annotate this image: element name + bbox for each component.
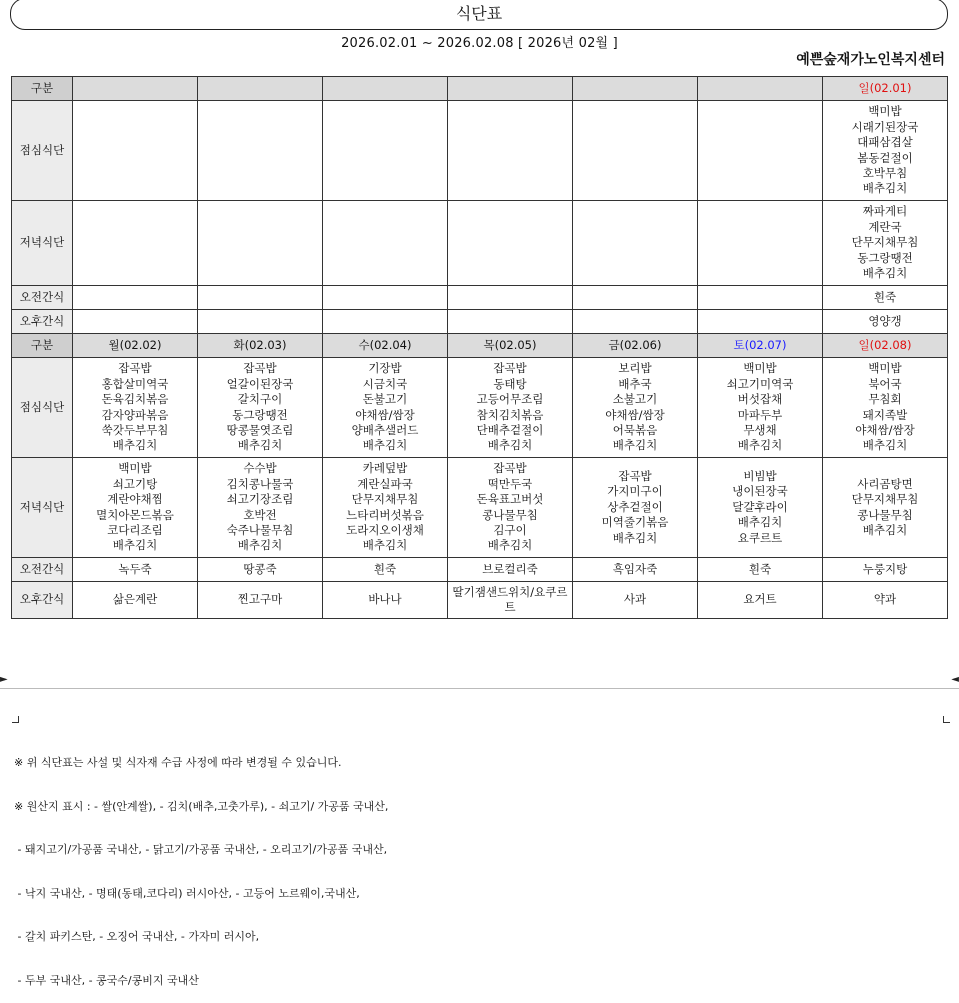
- snack-cell: 찐고구마: [198, 582, 323, 619]
- menu-item: 돈불고기: [362, 392, 408, 407]
- snack-cell: [323, 286, 448, 310]
- snack-cell: 영양갱: [823, 310, 948, 334]
- snack-cell: 땅콩죽: [198, 558, 323, 582]
- menu-item: 호박전: [243, 507, 277, 522]
- menu-item: 배추김치: [612, 438, 658, 453]
- day-header: 월(02.02): [73, 334, 198, 358]
- day-header: [698, 77, 823, 101]
- page-corner-mark: [12, 716, 19, 723]
- snack-cell: [198, 286, 323, 310]
- menu-item: 동그랑땡전: [232, 407, 288, 422]
- snack-cell: 딸기잼샌드위치/요쿠르트: [448, 582, 573, 619]
- day-header: 금(02.06): [573, 334, 698, 358]
- organization-name: 예쁜숲재가노인복지센터: [796, 52, 945, 68]
- menu-item: 배추김치: [487, 438, 533, 453]
- menu-item: 단무지채무침: [851, 492, 919, 507]
- menu-item: 야채쌈/쌈장: [605, 407, 665, 422]
- menu-item: 기장밥: [368, 361, 402, 376]
- menu-item: 수수밥: [243, 461, 277, 476]
- snack-cell: 삶은계란: [73, 582, 198, 619]
- menu-item: 배추국: [618, 376, 652, 391]
- menu-item: 잡곡밥: [618, 468, 652, 483]
- meal-cell: [448, 101, 573, 201]
- note-line: ※ 원산지 표시 : - 쌀(안계쌀), - 김치(배추,고춧가루), - 쇠고기/ 가공품 국내산,: [14, 799, 389, 813]
- meal-cell: [73, 358, 198, 458]
- snack-cell: [448, 310, 573, 334]
- meal-cell: [573, 101, 698, 201]
- note-line: - 낙지 국내산, - 명태(동태,코다리) 러시아산, - 고등어 노르웨이,국내산,: [14, 886, 360, 900]
- row-label: 점심식단: [12, 101, 73, 201]
- menu-item: 배추김치: [862, 522, 908, 537]
- week1-day-header-row: [12, 77, 948, 101]
- menu-item: 배추김치: [862, 266, 908, 281]
- menu-item: 콩나물무침: [482, 507, 538, 522]
- menu-item: 계란야채찜: [107, 492, 163, 507]
- menu-item: 동태탕: [493, 376, 527, 391]
- meal-cell: [448, 358, 573, 458]
- snack-cell: [448, 286, 573, 310]
- menu-item: 잡곡밥: [493, 361, 527, 376]
- menu-item: 가지미구이: [607, 484, 663, 499]
- snack-cell: 흰죽: [698, 558, 823, 582]
- meal-cell: [198, 101, 323, 201]
- week2-lunch-row: [12, 358, 948, 458]
- menu-item: 계란국: [868, 219, 902, 234]
- meal-cell: [823, 101, 948, 201]
- row-label: 오후간식: [12, 310, 73, 334]
- week2-am-snack-row: [12, 558, 948, 582]
- menu-item: 느타리버섯볶음: [346, 507, 424, 522]
- meal-cell: [73, 458, 198, 558]
- row-label: 오전간식: [12, 558, 73, 582]
- meal-cell: [698, 201, 823, 286]
- menu-item: 야채쌈/쌈장: [855, 422, 915, 437]
- left-arrow-icon: ►: [0, 674, 8, 685]
- day-header: 일(02.01): [823, 77, 948, 101]
- menu-item: 잡곡밥: [118, 361, 152, 376]
- menu-item: 시금치국: [362, 376, 408, 391]
- row-label: 오후간식: [12, 582, 73, 619]
- menu-item: 코다리조림: [107, 522, 163, 537]
- day-header: [198, 77, 323, 101]
- snack-cell: [698, 286, 823, 310]
- menu-item: 백미밥: [868, 104, 902, 119]
- row-label: 점심식단: [12, 358, 73, 458]
- menu-item: 돈육표고버섯: [476, 492, 544, 507]
- menu-item: 감자양파볶음: [101, 407, 169, 422]
- menu-item: 도라지오이생채: [346, 522, 424, 537]
- menu-item: 백미밥: [743, 361, 777, 376]
- menu-item: 봄동겉절이: [857, 150, 913, 165]
- menu-item: 배추김치: [862, 438, 908, 453]
- menu-item: 배추김치: [112, 538, 158, 553]
- week1-am-snack-row: [12, 286, 948, 310]
- title-banner: [10, 0, 948, 30]
- menu-item: 무침회: [868, 392, 902, 407]
- snack-cell: [573, 286, 698, 310]
- page-divider: [0, 688, 959, 689]
- day-header: [573, 77, 698, 101]
- note-line: - 두부 국내산, - 콩국수/콩비지 국내산: [14, 973, 199, 987]
- snack-cell: [73, 286, 198, 310]
- note-line: - 돼지고기/가공품 국내산, - 닭고기/가공품 국내산, - 오리고기/가공품 국내산,: [14, 843, 388, 856]
- menu-item: 숙주나물무침: [226, 522, 294, 537]
- menu-item: 단무지채무침: [851, 235, 919, 250]
- meal-cell: [198, 358, 323, 458]
- menu-item: 콩나물무침: [857, 507, 913, 522]
- week1-pm-snack-row: [12, 310, 948, 334]
- week2-day-header-row: [12, 334, 948, 358]
- menu-item: 배추김치: [487, 538, 533, 553]
- meal-cell: [448, 201, 573, 286]
- row-label: 구분: [12, 77, 73, 101]
- menu-item: 시래기된장국: [851, 119, 919, 134]
- menu-item: 대패삼겹살: [857, 135, 913, 150]
- menu-item: 배추김치: [362, 438, 408, 453]
- note-line: - 갈치 파키스탄, - 오징어 국내산, - 가자미 러시아,: [14, 930, 260, 943]
- day-header: 토(02.07): [698, 334, 823, 358]
- snack-cell: 약과: [823, 582, 948, 619]
- row-label: 저녁식단: [12, 201, 73, 286]
- menu-item: 양배추샐러드: [351, 422, 419, 437]
- snack-cell: 사과: [573, 582, 698, 619]
- menu-table: [11, 76, 948, 619]
- menu-item: 배추김치: [237, 438, 283, 453]
- day-header: [323, 77, 448, 101]
- menu-item: 단무지채무침: [351, 492, 419, 507]
- menu-item: 배추김치: [237, 538, 283, 553]
- menu-item: 무생채: [743, 422, 777, 437]
- meal-cell: [573, 201, 698, 286]
- menu-item: 북어국: [868, 376, 902, 391]
- day-header: [73, 77, 198, 101]
- meal-cell: [698, 358, 823, 458]
- menu-item: 마파두부: [737, 407, 783, 422]
- day-header: [448, 77, 573, 101]
- menu-item: 배추김치: [737, 438, 783, 453]
- meal-cell: [573, 358, 698, 458]
- meal-cell: [698, 101, 823, 201]
- meal-cell: [323, 201, 448, 286]
- row-label: 오전간식: [12, 286, 73, 310]
- snack-cell: 흑임자죽: [573, 558, 698, 582]
- menu-item: 백미밥: [118, 461, 152, 476]
- meal-cell: [323, 458, 448, 558]
- day-header: 화(02.03): [198, 334, 323, 358]
- snack-cell: [323, 310, 448, 334]
- right-arrow-icon: ◄: [951, 674, 959, 685]
- menu-item: 보리밥: [618, 361, 652, 376]
- note-line: ※ 위 식단표는 사설 및 식자재 수급 사정에 따라 변경될 수 있습니다.: [14, 756, 342, 769]
- meal-cell: [323, 358, 448, 458]
- snack-cell: [573, 310, 698, 334]
- menu-item: 배추김치: [862, 181, 908, 196]
- menu-item: 짜파게티: [862, 204, 908, 219]
- page-corner-mark: [943, 716, 950, 723]
- menu-item: 미역줄기볶음: [601, 515, 669, 530]
- menu-item: 돈육김치볶음: [101, 392, 169, 407]
- menu-item: 김구이: [493, 522, 527, 537]
- menu-item: 고등어무조림: [476, 392, 544, 407]
- day-header: 수(02.04): [323, 334, 448, 358]
- snack-cell: 녹두죽: [73, 558, 198, 582]
- week2-dinner-row: [12, 458, 948, 558]
- menu-item: 소불고기: [612, 392, 658, 407]
- menu-item: 요쿠르트: [737, 530, 783, 545]
- menu-item: 사리곰탕면: [857, 476, 913, 491]
- week2-pm-snack-row: [12, 582, 948, 619]
- meal-cell: [448, 458, 573, 558]
- snack-cell: 누룽지탕: [823, 558, 948, 582]
- menu-item: 배추김치: [737, 515, 783, 530]
- menu-item: 단배추겉절이: [476, 422, 544, 437]
- meal-cell: [73, 101, 198, 201]
- menu-item: 참치김치볶음: [476, 407, 544, 422]
- menu-item: 쇠고기미역국: [726, 376, 794, 391]
- row-label: 구분: [12, 334, 73, 358]
- menu-item: 동그랑땡전: [857, 250, 913, 265]
- snack-cell: 흰죽: [323, 558, 448, 582]
- meal-cell: [198, 201, 323, 286]
- day-header: 일(02.08): [823, 334, 948, 358]
- menu-item: 달걀후라이: [732, 499, 788, 514]
- menu-item: 배추김치: [362, 538, 408, 553]
- meal-cell: [573, 458, 698, 558]
- menu-item: 카레덮밥: [362, 461, 408, 476]
- menu-item: 떡만두국: [487, 476, 533, 491]
- menu-item: 냉이된장국: [732, 484, 788, 499]
- meal-cell: [698, 458, 823, 558]
- menu-item: 김치콩나물국: [226, 476, 294, 491]
- meal-cell: [73, 201, 198, 286]
- menu-item: 쇠고기탕: [112, 476, 158, 491]
- menu-item: 쇠고기장조림: [226, 492, 294, 507]
- menu-item: 비빔밥: [743, 468, 777, 483]
- snack-cell: [698, 310, 823, 334]
- menu-item: 백미밥: [868, 361, 902, 376]
- menu-item: 잡곡밥: [493, 461, 527, 476]
- row-label: 저녁식단: [12, 458, 73, 558]
- snack-cell: [73, 310, 198, 334]
- menu-item: 땅콩물엿조림: [226, 422, 294, 437]
- menu-item: 멸치아몬드볶음: [96, 507, 174, 522]
- week1-dinner-row: [12, 201, 948, 286]
- menu-item: 홍합살미역국: [101, 376, 169, 391]
- meal-cell: [823, 358, 948, 458]
- menu-item: 갈치구이: [237, 392, 283, 407]
- meal-cell: [323, 101, 448, 201]
- snack-cell: 바나나: [323, 582, 448, 619]
- snack-cell: 요거트: [698, 582, 823, 619]
- menu-item: 어묵볶음: [612, 422, 658, 437]
- menu-item: 배추김치: [112, 438, 158, 453]
- menu-item: 쑥갓두부무침: [101, 422, 169, 437]
- menu-item: 돼지족발: [862, 407, 908, 422]
- menu-item: 잡곡밥: [243, 361, 277, 376]
- period-range: 2026.02.01 ~ 2026.02.08 [ 2026년 02월 ]: [341, 36, 618, 51]
- menu-item: 얼갈이된장국: [226, 376, 294, 391]
- week1-lunch-row: [12, 101, 948, 201]
- menu-item: 계란실파국: [357, 476, 413, 491]
- menu-item: 버섯잡채: [737, 392, 783, 407]
- menu-item: 상추겉절이: [607, 499, 663, 514]
- page-title: 식단표: [455, 4, 503, 23]
- snack-cell: 브로컬리죽: [448, 558, 573, 582]
- menu-item: 배추김치: [612, 530, 658, 545]
- day-header: 목(02.05): [448, 334, 573, 358]
- menu-item: 야채쌈/쌈장: [355, 407, 415, 422]
- meal-cell: [823, 458, 948, 558]
- meal-cell: [823, 201, 948, 286]
- notes-block: [14, 727, 388, 1003]
- snack-cell: [198, 310, 323, 334]
- snack-cell: 흰죽: [823, 286, 948, 310]
- menu-item: 호박무침: [862, 165, 908, 180]
- meal-cell: [198, 458, 323, 558]
